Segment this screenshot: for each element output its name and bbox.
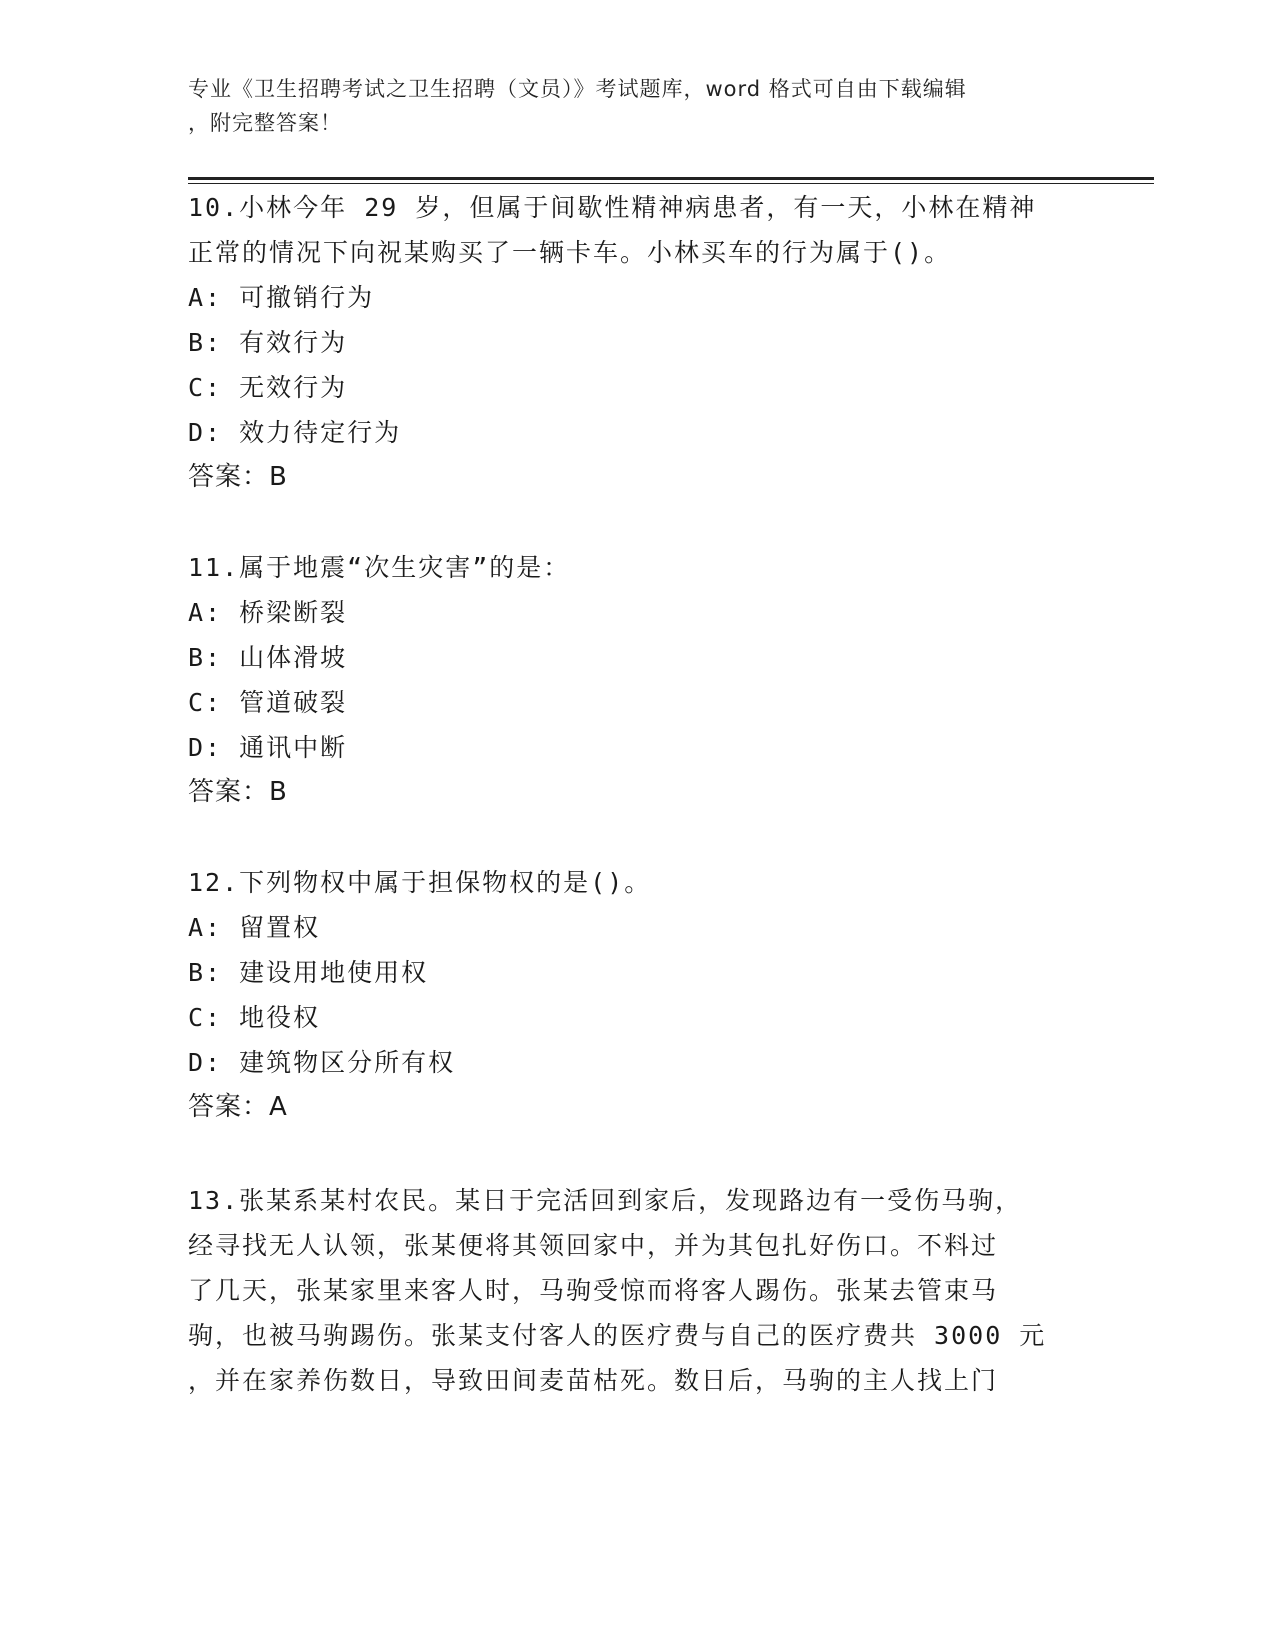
question-13 [188,1178,1088,1403]
question-stem [188,1178,1088,1403]
answer-label: 答案：B [188,462,288,492]
answer-label: 答案：B [188,777,288,807]
question-stem [188,185,1088,275]
stem-line: 正常的情况下向祝某购买了一辆卡车。小林买车的行为属于()。 [188,238,952,267]
option-a: A: 可撤销行为 [188,283,375,312]
option-b: B: 山体滑坡 [188,643,348,672]
option-c: C: 地役权 [188,1003,321,1032]
header-divider-thick [188,177,1154,180]
stem-line: 驹，也被马驹踢伤。张某支付客人的医疗费与自己的医疗费共 3000 元 [188,1321,1047,1350]
option-b: B: 有效行为 [188,328,348,357]
option-b: B: 建设用地使用权 [188,958,429,987]
header-line-1: 专业《卫生招聘考试之卫生招聘（文员）》考试题库，word 格式可自由下载编辑 [188,77,967,101]
option-d: D: 效力待定行为 [188,418,402,447]
option-c: C: 管道破裂 [188,688,348,717]
option-d: D: 建筑物区分所有权 [188,1048,456,1077]
header-divider-thin [188,183,1154,184]
option-a: A: 留置权 [188,913,321,942]
answer-label: 答案：A [188,1092,288,1122]
question-12 [188,860,1088,1130]
stem-line: 10.小林今年 29 岁，但属于间歇性精神病患者，有一天，小林在精神 [188,193,1037,222]
question-11 [188,545,1088,815]
stem-line: 13.张某系某村农民。某日于完活回到家后，发现路边有一受伤马驹， [188,1186,1023,1215]
question-stem [188,545,1088,590]
stem-line: 了几天，张某家里来客人时，马驹受惊而将客人踢伤。张某去管束马 [188,1276,999,1305]
header-line-2: ，附完整答案！ [188,111,342,135]
document-header [188,72,1088,140]
question-stem [188,860,1088,905]
stem-line: ，并在家养伤数日，导致田间麦苗枯死。数日后，马驹的主人找上门 [188,1366,999,1395]
option-a: A: 桥梁断裂 [188,598,348,627]
stem-line: 经寻找无人认领，张某便将其领回家中，并为其包扎好伤口。不料过 [188,1231,999,1260]
option-d: D: 通讯中断 [188,733,348,762]
stem-line: 12.下列物权中属于担保物权的是()。 [188,868,652,897]
question-10 [188,185,1088,500]
option-c: C: 无效行为 [188,373,348,402]
stem-line: 11.属于地震“次生灾害”的是： [188,553,571,582]
